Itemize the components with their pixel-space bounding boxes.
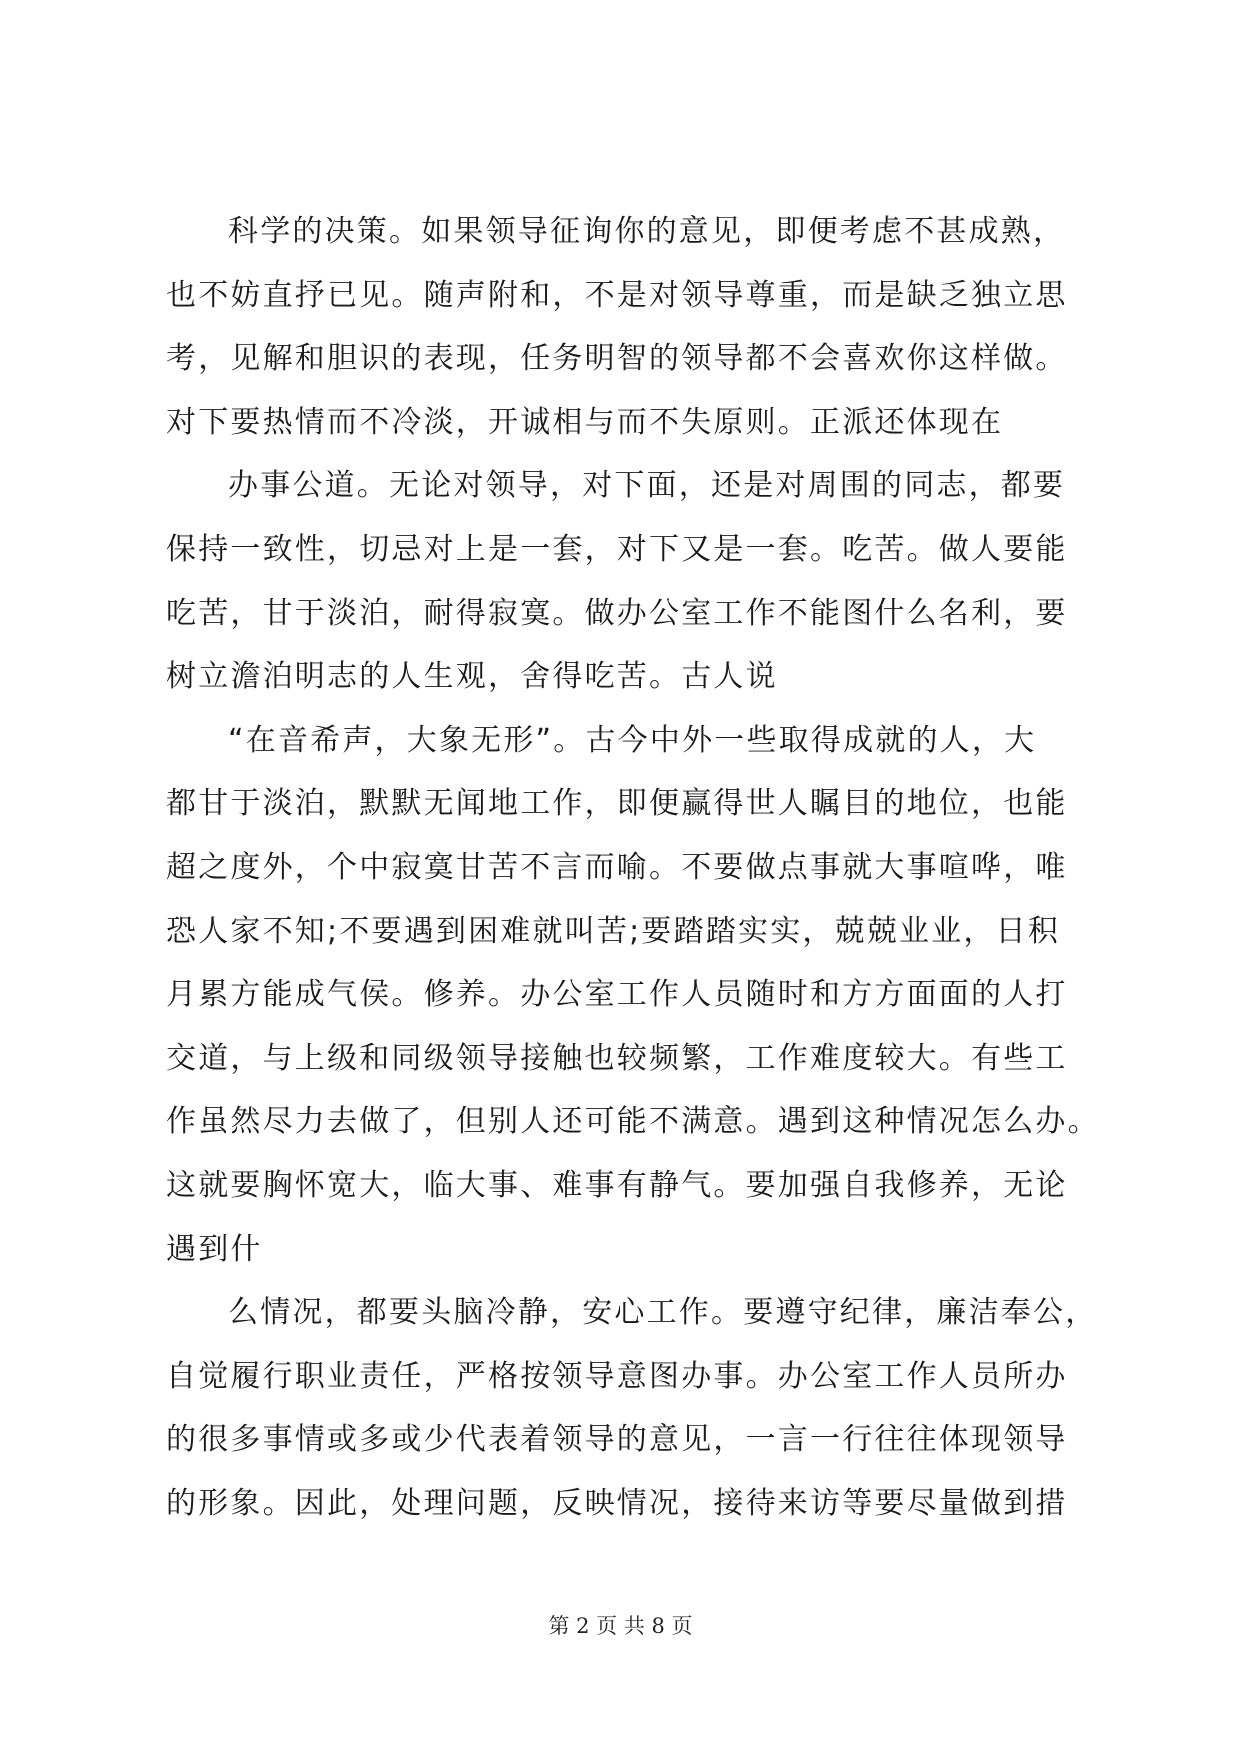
text-line: 的形象。因此，处理问题，反映情况，接待来访等要尽量做到措: [166, 1485, 1068, 1521]
text-line: 都甘于淡泊，默默无闻地工作，即便赢得世人瞩目的地位，也能: [166, 786, 1068, 822]
document-body: [166, 200, 1100, 1535]
text-line: 对下要热情而不冷淡，开诚相与而不失原则。正派还体现在: [166, 404, 1004, 440]
text-line: 自觉履行职业责任，严格按领导意图办事。办公室工作人员所办: [166, 1358, 1068, 1394]
text-line: “在音希声，大象无形”。古今中外一些取得成就的人，大: [228, 722, 1037, 758]
text-line: 也不妨直抒已见。随声附和，不是对领导尊重，而是缺乏独立思: [166, 277, 1068, 313]
text-line: 交道，与上级和同级领导接触也较频繁，工作难度较大。有些工: [166, 1040, 1068, 1076]
text-line: 月累方能成气侯。修养。办公室工作人员随时和方方面面的人打: [166, 977, 1068, 1013]
text-line: 超之度外，个中寂寞甘苦不言而喻。不要做点事就大事喧哗，唯: [166, 849, 1068, 885]
text-line: 恐人家不知;不要遇到困难就叫苦;要踏踏实实，兢兢业业，日积: [166, 913, 1061, 949]
text-line: 树立澹泊明志的人生观，舍得吃苦。古人说: [166, 659, 778, 695]
text-line: 考，见解和胆识的表现，任务明智的领导都不会喜欢你这样做。: [166, 341, 1068, 377]
text-line: 么情况，都要头脑冷静，安心工作。要遵守纪律，廉洁奉公，: [228, 1295, 1098, 1331]
text-line: 吃苦，甘于淡泊，耐得寂寞。做办公室工作不能图什么名利，要: [166, 595, 1068, 631]
text-line: 这就要胸怀宽大，临大事、难事有静气。要加强自我修养，无论: [166, 1167, 1068, 1203]
text-line: 保持一致性，切忌对上是一套，对下又是一套。吃苦。做人要能: [166, 531, 1068, 567]
text-line: 作虽然尽力去做了，但别人还可能不满意。遇到这种情况怎么办。: [166, 1104, 1100, 1140]
text-line: 办事公道。无论对领导，对下面，还是对周围的同志，都要: [228, 468, 1066, 504]
text-line: 科学的决策。如果领导征询你的意见，即便考虑不甚成熟，: [228, 214, 1066, 249]
text-line: 的很多事情或多或少代表着领导的意见，一言一行往往体现领导: [166, 1422, 1068, 1458]
text-line: 遇到什: [166, 1231, 263, 1267]
page-number-footer: 第 2 页 共 8 页: [548, 1614, 693, 1638]
